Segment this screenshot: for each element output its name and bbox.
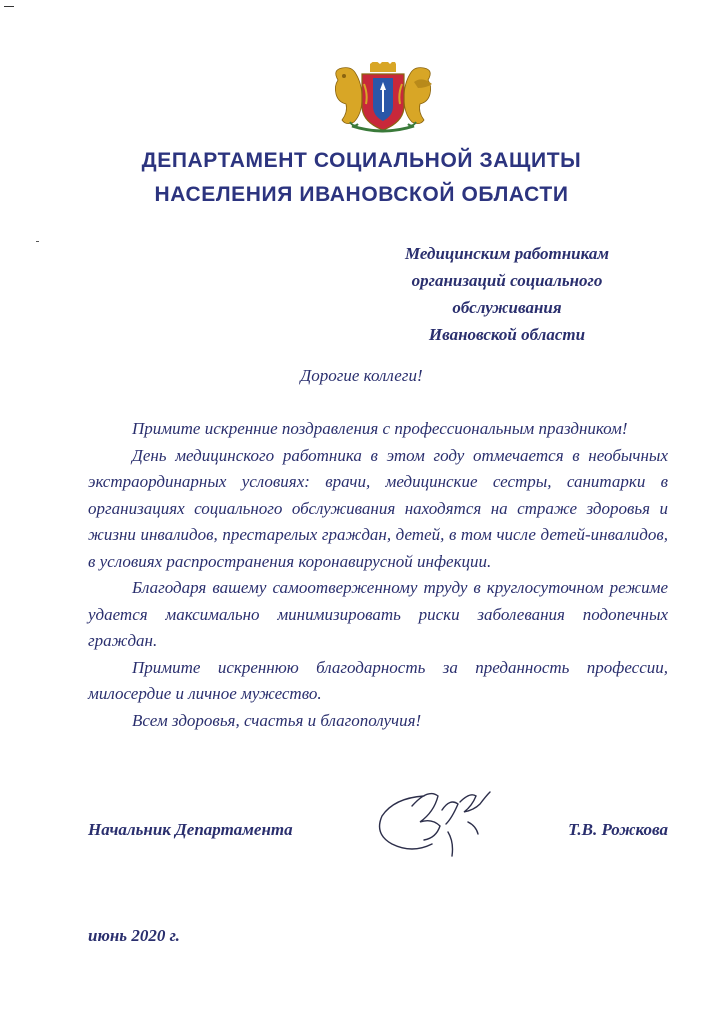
department-title-line2: НАСЕЛЕНИЯ ИВАНОВСКОЙ ОБЛАСТИ <box>154 183 569 206</box>
signatory-name: Т.В. Рожкова <box>568 820 668 839</box>
letter-date: июнь 2020 г. <box>88 926 180 945</box>
body-paragraph: Благодаря вашему самоотверженному труду в круглосуточном режиме удается максимально минимизировать риски заболевания подопечных граждан. <box>88 578 668 650</box>
department-title-line1: ДЕПАРТАМЕНТ СОЦИАЛЬНОЙ ЗАЩИТЫ <box>141 149 582 172</box>
body-paragraph: Всем здоровья, счастья и благополучия! <box>132 710 422 730</box>
scan-mark <box>4 6 14 7</box>
signatory-position: Начальник Департамента <box>88 820 293 839</box>
addressee-line3: обслуживания <box>452 298 562 317</box>
department-title <box>80 144 643 212</box>
addressee-line4: Ивановской области <box>428 325 586 344</box>
body-paragraph: День медицинского работника в этом году отмечается в необычных экстраординарных условиях: врачи, медицинские сестры, санитарки в организациях социального обслуживания находятся на страже здоровья и жизни инвалидов, престарелых граждан, детей, в том числе детей-инвалидов, в условиях распространения коронавирусной инфекции. <box>88 445 668 571</box>
greeting: Дорогие коллеги! <box>300 366 423 385</box>
letter-body <box>88 416 668 734</box>
coat-of-arms-icon <box>328 62 438 134</box>
body-paragraph: Примите искренние поздравления с профессиональным праздником! <box>132 419 628 438</box>
addressee-line1: Медицинским работникам <box>405 244 609 263</box>
addressee-block <box>372 240 642 348</box>
signature-row <box>88 820 668 860</box>
addressee-line2: организаций социального <box>411 271 603 290</box>
body-paragraph: Примите искреннюю благодарность за преданность профессии, милосердие и личное мужество. <box>88 657 668 703</box>
crown-shape <box>370 64 396 72</box>
scan-mark <box>36 241 39 242</box>
